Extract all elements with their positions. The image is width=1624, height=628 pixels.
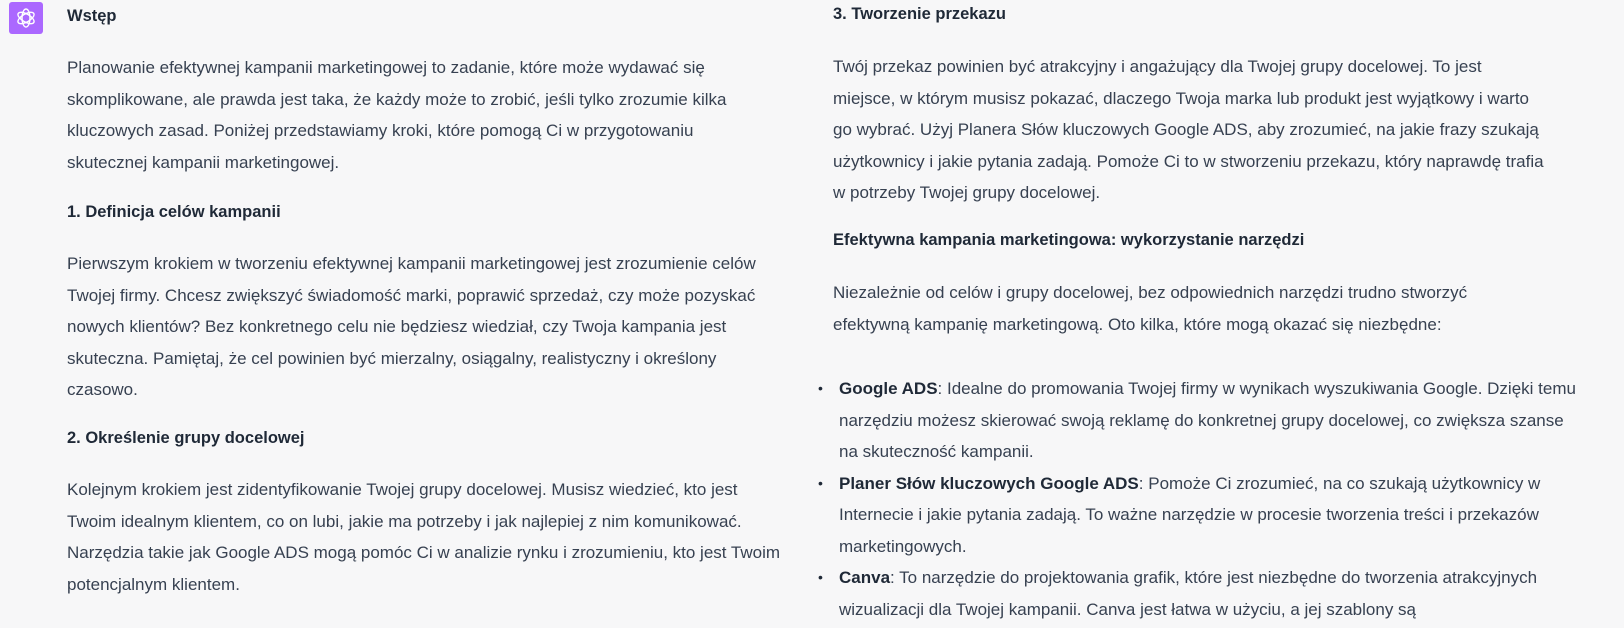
section2-paragraph: Kolejnym krokiem jest zidentyfikowanie Twojej grupy docelowej. Musisz wiedzieć, kto jest Twoim idealnym klientem, co on lubi, jakie ma potrzeby i jak najlepiej z nim komunikować. Narzędzia takie jak Google ADS mogą pomóc Ci w analizie rynku i zrozumieniu, kto jest Twoim potencjalnym klientem. <box>67 480 781 594</box>
list-item <box>820 373 1580 468</box>
intro-heading: Wstęp <box>67 7 117 25</box>
list-item <box>820 468 1580 563</box>
bullet-icon: • <box>818 474 823 491</box>
tools-intro-paragraph: Niezależnie od celów i grupy docelowej, bez odpowiednich narzędzi trudno stworzyć efektywną kampanię marketingową. Oto kilka, które mogą okazać się niezbędne: <box>833 283 1468 334</box>
intro-paragraph: Planowanie efektywnej kampanii marketingowej to zadanie, które może wydawać się skomplikowane, ale prawda jest taka, że każdy może to zrobić, jeśli tylko zrozumie kilka kluczowych zasad. Poniżej przedstawiamy kroki, które pomogą Ci w przygotowaniu skutecznej kampanii marketingowej. <box>67 58 727 172</box>
tool-description: : Pomoże Ci zrozumieć, na co szukają użytkownicy w Internecie i jakie pytania zadają. To ważne narzędzie w procesie tworzenia treści i przekazów marketingowych. <box>839 473 1541 556</box>
section3-paragraph: Twój przekaz powinien być atrakcyjny i angażujący dla Twojej grupy docelowej. To jest miejsce, w którym musisz pokazać, dlaczego Twoja marka lub produkt jest wyjątkowy i warto go wybrać. Użyj Planera Słów kluczowych Google ADS, aby zrozumieć, na jakie frazy szukają użytkownicy i jakie pytania zadają. Pomoże Ci to w stworzeniu przekazu, który naprawdę trafia w potrzeby Twojej grupy docelowej. <box>833 57 1544 202</box>
tool-description: : Idealne do promowania Twojej firmy w wynikach wyszukiwania Google. Dzięki temu narzędziu możesz skierować swoją reklamę do konkretnej grupy docelowej, co zwiększa szanse na skuteczność kampanii. <box>839 379 1576 461</box>
tool-name: Google ADS <box>839 379 938 398</box>
tool-name: Canva <box>839 568 891 587</box>
section1-heading: 1. Definicja celów kampanii <box>67 203 281 221</box>
bullet-icon: • <box>818 380 823 396</box>
tool-name: Planer Słów kluczowych Google ADS <box>839 473 1139 493</box>
section2-heading: 2. Określenie grupy docelowej <box>67 429 305 447</box>
section1-paragraph: Pierwszym krokiem w tworzeniu efektywnej kampanii marketingowej jest zrozumienie celów Twojej firmy. Chcesz zwiększyć świadomość marki, poprawić sprzedaż, czy może pozyskać nowych klientów? Bez konkretnego celu nie będziesz wiedział, czy Twoja kampania jest skuteczna. Pamiętaj, że cel powinien być mierzalny, osiągalny, realistyczny i określony czasowo. <box>67 254 756 399</box>
section3-heading: 3. Tworzenie przekazu <box>833 5 1006 23</box>
tools-heading: Efektywna kampania marketingowa: wykorzystanie narzędzi <box>833 231 1305 249</box>
list-item <box>820 562 1580 625</box>
bullet-icon: • <box>818 569 823 585</box>
tool-description: : To narzędzie do projektowania grafik, które jest niezbędne do tworzenia atrakcyjnych wizualizacji dla Twojej kampanii. Canva jest łatwa w użyciu, a jej szablony są <box>839 568 1538 619</box>
tools-list <box>820 373 1580 625</box>
